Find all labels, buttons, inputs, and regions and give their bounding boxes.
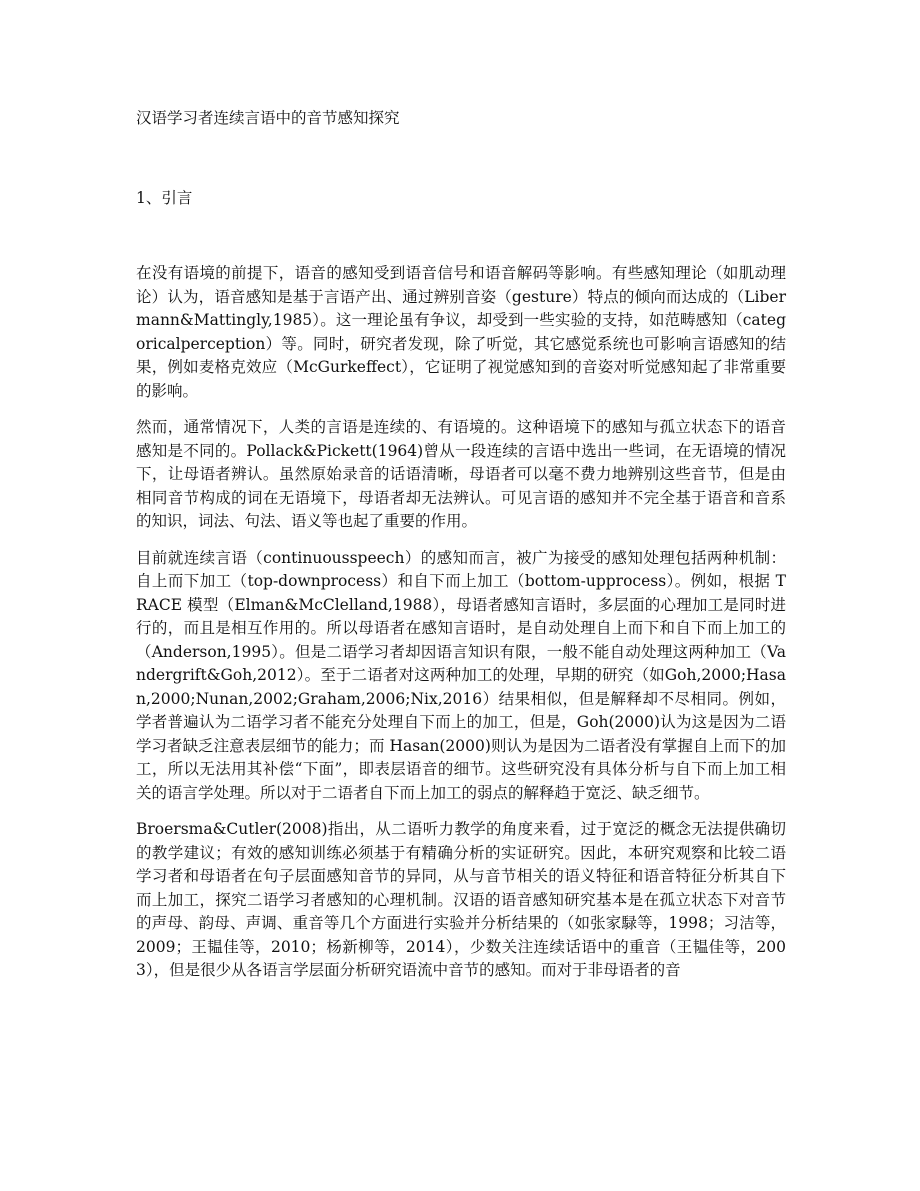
- paragraph: 在没有语境的前提下，语音的感知受到语音信号和语音解码等影响。有些感知理论（如肌动理论）认为，语音感知是基于言语产出、通过辨别音姿（gesture）特点的倾向而达成的（Libermann&Mattingly,1985）。这一理论虽有争议，却受到一些实验的支持，如范畴感知（categoricalperception）等。同时，研究者发现，除了听觉，其它感觉系统也可影响言语感知的结果，例如麦格克效应（McGurkeffect），它证明了视觉感知到的音姿对听觉感知起了非常重要的影响。: [136, 264, 786, 400]
- document-title: 汉语学习者连续言语中的音节感知探究: [136, 109, 400, 127]
- paragraph: 目前就连续言语（continuousspeech）的感知而言，被广为接受的感知处理包括两种机制：自上而下加工（top-downprocess）和自下而上加工（bottom-upprocess）。例如，根据 TRACE 模型（Elman&McClelland,1988），母语者感知言语时，多层面的心理加工是同时进行的，而且是相互作用的。所以母语者在感知言语时，是自动处理自上而下和自下而上加工的（Anderson,1995）。但是二语学习者却因语言知识有限，一般不能自动处理这两种加工（Vandergrift&Goh,2012）。至于二语者对这两种加工的处理，早期的研究（如Goh,2000;Hasan,2000;Nunan,2002;Graham,2006;Nix,2016）结果相似，但是解释却不尽相同。例如，学者普遍认为二语学习者不能充分处理自下而上的加工，但是，Goh(2000)认为这是因为二语学习者缺乏注意表层细节的能力；而 Hasan(2000)则认为是因为二语者没有掌握自上而下的加工，所以无法用其补偿“下面”，即表层语音的细节。这些研究没有具体分析与自下而上加工相关的语言学处理。所以对于二语者自下而上加工的弱点的解释趋于宽泛、缺乏细节。: [136, 548, 786, 802]
- paragraph: 然而，通常情况下，人类的言语是连续的、有语境的。这种语境下的感知与孤立状态下的语音感知是不同的。Pollack&Pickett(1964)曾从一段连续的言语中选出一些词，在无语境的情况下，让母语者辨认。虽然原始录音的话语清晰，母语者可以毫不费力地辨别这些音节，但是由相同音节构成的词在无语境下，母语者却无法辨认。可见言语的感知并不完全基于语音和音系的知识，词法、句法、语义等也起了重要的作用。: [136, 418, 786, 530]
- paragraph: Broersma&Cutler(2008)指出，从二语听力教学的角度来看，过于宽泛的概念无法提供确切的教学建议；有效的感知训练必须基于有精确分析的实证研究。因此，本研究观察和比较二语学习者和母语者在句子层面感知音节的异同，从与音节相关的语义特征和语音特征分析其自下而上加工，探究二语学习者感知的心理机制。汉语的语音感知研究基本是在孤立状态下对音节的声母、韵母、声调、重音等几个方面进行实验并分析结果的（如张家騄等，1998；习洁等，2009；王韫佳等，2010；杨新柳等，2014），少数关注连续话语中的重音（王韫佳等，2003），但是很少从各语言学层面分析研究语流中音节的感知。而对于非母语者的音: [136, 820, 786, 979]
- body-text: [136, 262, 786, 996]
- section-heading-introduction: 1、引言: [136, 189, 193, 207]
